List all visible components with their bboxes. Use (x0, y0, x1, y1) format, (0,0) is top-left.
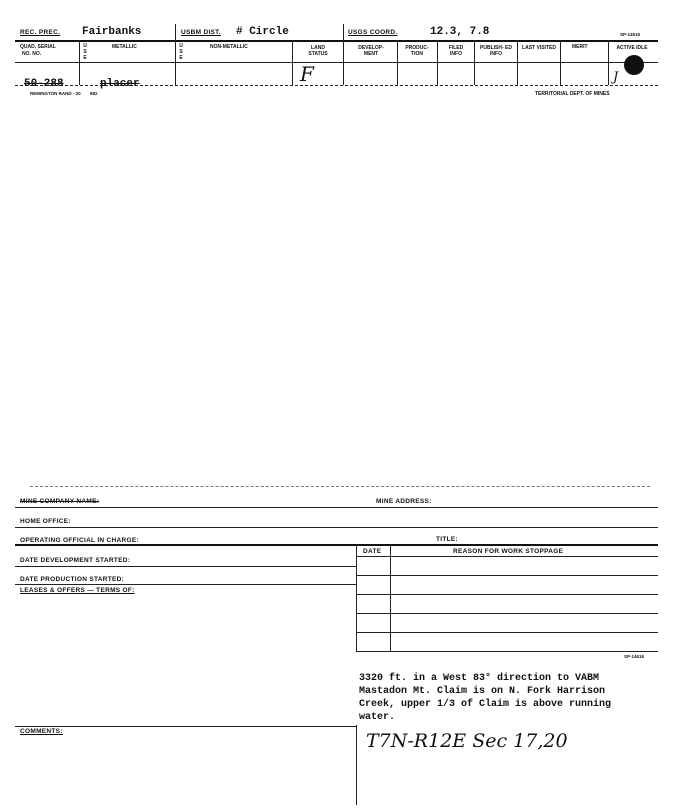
typed-note-line: Creek, upper 1/3 of Claim is above running (359, 699, 612, 710)
mine-address-label: MINE ADDRESS: (376, 498, 432, 505)
col-use-2: U S E (179, 43, 183, 61)
date-col-label: DATE (363, 548, 382, 555)
date-production-label: DATE PRODUCTION STARTED: (20, 576, 125, 583)
comments-label: COMMENTS: (20, 728, 63, 735)
stoppage-row-rule (356, 575, 658, 576)
serial-value: 50-288 (24, 78, 64, 90)
col-sep (517, 40, 518, 85)
typed-note-line: 3320 ft. in a West 83° direction to VABM (359, 673, 600, 684)
col-no-no: NO. NO. (22, 51, 42, 57)
printer-code: 882 (90, 91, 98, 96)
active-mark: J (613, 70, 619, 85)
handwritten-location: T7N-R12E Sec 17,20 (366, 730, 568, 752)
col-merit: MERIT (572, 44, 588, 50)
column-head-rule (15, 62, 658, 63)
form-number-top: SP-14615 (620, 32, 641, 37)
col-sep (437, 40, 438, 85)
official-rule (15, 544, 658, 546)
printer-note: REMINGTON RAND - 20 (30, 91, 81, 96)
stoppage-left-border (356, 544, 357, 652)
stoppage-row-rule (356, 651, 658, 652)
col-metallic: METALLIC (112, 44, 137, 50)
col-filed-info: FILED INFO (448, 45, 464, 57)
usgs-coord-value: 12.3, 7.8 (430, 26, 490, 38)
date-development-label: DATE DEVELOPMENT STARTED: (20, 557, 131, 564)
mine-company-rule (15, 507, 658, 508)
header-rule (15, 40, 658, 42)
usgs-coord-label: USGS COORD. (348, 29, 398, 36)
development-rule (15, 566, 356, 567)
stoppage-row-rule (356, 632, 658, 633)
usbm-dist-value: # Circle (236, 26, 289, 38)
rec-prec-value: Fairbanks (82, 26, 142, 38)
land-status-value: F (300, 62, 314, 86)
col-sep (175, 24, 176, 85)
col-land-status: LAND STATUS (308, 45, 328, 57)
territorial-dept: TERRITORIAL DEPT. OF MINES (535, 91, 610, 97)
col-sep (560, 40, 561, 85)
col-quad-serial: QUAD. SERIAL (20, 44, 56, 50)
home-office-rule (15, 527, 658, 528)
stoppage-date-divider (390, 544, 391, 652)
card-top-edge (30, 486, 650, 487)
reason-col-label: REASON FOR WORK STOPPAGE (453, 548, 564, 555)
comments-rule (15, 726, 356, 727)
stoppage-row-rule (356, 594, 658, 595)
typed-notes (359, 672, 611, 724)
col-sep (79, 40, 80, 85)
operating-official-label: OPERATING OFFICIAL IN CHARGE: (20, 537, 139, 544)
typed-note-line: water. (359, 712, 396, 723)
col-published-info: PUBLISH- ED INFO (480, 45, 512, 57)
rec-prec-label: REC. PREC. (20, 29, 61, 36)
stoppage-row-rule (356, 613, 658, 614)
form-number-bottom: SP-14616 (624, 654, 645, 659)
col-sep (474, 40, 475, 85)
col-development: DEVELOP- MENT (358, 45, 384, 57)
leases-label: LEASES & OFFERS — TERMS OF: (20, 587, 135, 594)
title-label: TITLE: (436, 536, 459, 543)
col-sep (292, 40, 293, 85)
production-rule (15, 584, 356, 585)
col-use-1: U S E (83, 43, 87, 61)
col-sep (397, 40, 398, 85)
stoppage-head-rule (356, 556, 658, 557)
col-production: PRODUC- TION (405, 45, 429, 57)
col-non-metallic: NON-METALLIC (210, 44, 248, 50)
typed-note-line: Mastadon Mt. Claim is on N. Fork Harrison (359, 686, 606, 697)
mine-company-name-label: MINE COMPANY NAME: (20, 498, 100, 505)
col-sep (608, 40, 609, 85)
col-active-idle: ACTIVE IDLE (616, 45, 648, 51)
comments-right-border (356, 725, 357, 805)
col-sep (343, 24, 344, 85)
col-last-visited: LAST VISITED (522, 45, 556, 51)
home-office-label: HOME OFFICE: (20, 518, 71, 525)
usbm-dist-label: USBM DIST. (181, 29, 221, 36)
active-idle-punch-hole (624, 55, 644, 75)
metallic-value: placer (100, 78, 140, 90)
